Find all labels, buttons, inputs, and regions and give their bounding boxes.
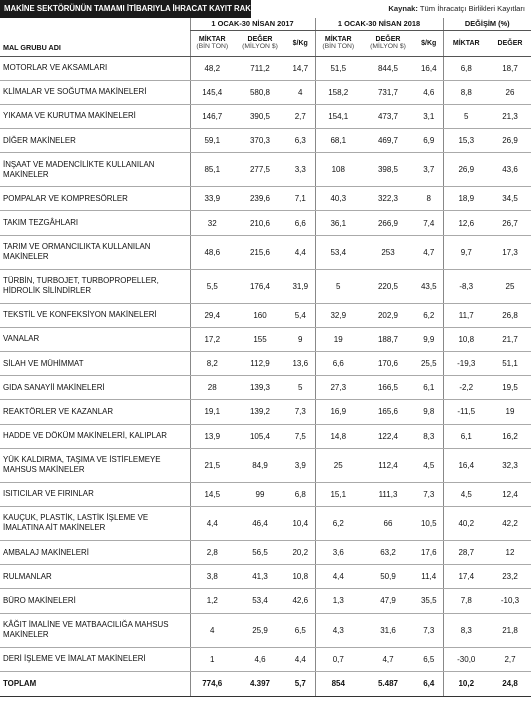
cell-d18: 322,3 bbox=[361, 187, 415, 211]
cell-cd: 19,5 bbox=[489, 376, 531, 400]
cell-m17: 8,2 bbox=[190, 352, 234, 376]
table-row bbox=[0, 424, 531, 448]
cell-d18: 170,6 bbox=[361, 352, 415, 376]
cell-d17: 277,5 bbox=[234, 153, 286, 187]
table-row bbox=[0, 80, 531, 104]
table-row bbox=[0, 235, 531, 269]
total-d17: 4.397 bbox=[234, 671, 286, 696]
col-deger-2018: DEĞER (MİLYON $) bbox=[361, 30, 415, 56]
cell-m18: 1,3 bbox=[315, 589, 361, 613]
cell-m17: 85,1 bbox=[190, 153, 234, 187]
cell-d18: 469,7 bbox=[361, 129, 415, 153]
cell-m18: 154,1 bbox=[315, 104, 361, 128]
cell-d18: 473,7 bbox=[361, 104, 415, 128]
cell-k17: 6,6 bbox=[286, 211, 315, 235]
table-row bbox=[0, 540, 531, 564]
cell-k17: 6,8 bbox=[286, 482, 315, 506]
cell-k18: 8 bbox=[415, 187, 443, 211]
cell-cd: 26,7 bbox=[489, 211, 531, 235]
cell-m18: 51,5 bbox=[315, 56, 361, 80]
cell-d17: 176,4 bbox=[234, 269, 286, 303]
cell-cd: -10,3 bbox=[489, 589, 531, 613]
cell-cm: -30,0 bbox=[443, 647, 489, 671]
row-group-name: KLİMALAR VE SOĞUTMA MAKİNELERİ bbox=[0, 80, 190, 104]
total-k18: 6,4 bbox=[415, 671, 443, 696]
cell-cd: 21,8 bbox=[489, 613, 531, 647]
cell-m18: 53,4 bbox=[315, 235, 361, 269]
total-m17: 774,6 bbox=[190, 671, 234, 696]
total-row bbox=[0, 671, 531, 696]
cell-k18: 7,3 bbox=[415, 482, 443, 506]
cell-k18: 16,4 bbox=[415, 56, 443, 80]
period-2017: 1 OCAK-30 NİSAN 2017 bbox=[190, 18, 315, 30]
cell-k17: 5 bbox=[286, 376, 315, 400]
cell-k18: 43,5 bbox=[415, 269, 443, 303]
cell-k18: 9,8 bbox=[415, 400, 443, 424]
cell-k17: 9 bbox=[286, 327, 315, 351]
cell-k18: 6,9 bbox=[415, 129, 443, 153]
cell-k17: 10,8 bbox=[286, 565, 315, 589]
total-m18: 854 bbox=[315, 671, 361, 696]
col-miktar-2018: MİKTAR (BİN TON) bbox=[315, 30, 361, 56]
cell-k17: 10,4 bbox=[286, 506, 315, 540]
cell-cm: 40,2 bbox=[443, 506, 489, 540]
cell-m17: 145,4 bbox=[190, 80, 234, 104]
cell-m17: 14,5 bbox=[190, 482, 234, 506]
cell-d17: 41,3 bbox=[234, 565, 286, 589]
cell-k18: 6,2 bbox=[415, 303, 443, 327]
table-body bbox=[0, 56, 531, 696]
cell-m18: 68,1 bbox=[315, 129, 361, 153]
row-group-name: YÜK KALDIRMA, TAŞIMA VE İSTİFLEMEYE MAHSUS MAKİNELER bbox=[0, 448, 190, 482]
cell-d18: 253 bbox=[361, 235, 415, 269]
cell-d18: 166,5 bbox=[361, 376, 415, 400]
row-group-name: TARIM VE ORMANCILIKTA KULLANILAN MAKİNELER bbox=[0, 235, 190, 269]
cell-k17: 7,1 bbox=[286, 187, 315, 211]
cell-cd: 19 bbox=[489, 400, 531, 424]
cell-m17: 59,1 bbox=[190, 129, 234, 153]
col-group-name: MAL GRUBU ADI bbox=[0, 30, 190, 56]
cell-k17: 42,6 bbox=[286, 589, 315, 613]
title-bar bbox=[0, 0, 531, 18]
cell-d18: 112,4 bbox=[361, 448, 415, 482]
cell-d18: 31,6 bbox=[361, 613, 415, 647]
row-group-name: TEKSTİL VE KONFEKSİYON MAKİNELERİ bbox=[0, 303, 190, 327]
col-deger-2017: DEĞER (MİLYON $) bbox=[234, 30, 286, 56]
table-row bbox=[0, 56, 531, 80]
cell-cm: 15,3 bbox=[443, 129, 489, 153]
table-row bbox=[0, 482, 531, 506]
cell-d18: 63,2 bbox=[361, 540, 415, 564]
cell-cm: 6,1 bbox=[443, 424, 489, 448]
total-d18: 5.487 bbox=[361, 671, 415, 696]
cell-m18: 40,3 bbox=[315, 187, 361, 211]
cell-d17: 370,3 bbox=[234, 129, 286, 153]
cell-m17: 3,8 bbox=[190, 565, 234, 589]
cell-m18: 108 bbox=[315, 153, 361, 187]
source-note bbox=[388, 0, 525, 18]
row-group-name: ISITICILAR VE FIRINLAR bbox=[0, 482, 190, 506]
cell-d17: 210,6 bbox=[234, 211, 286, 235]
row-group-name: KÂĞIT İMALİNE VE MATBAACILIĞA MAHSUS MAKİNELER bbox=[0, 613, 190, 647]
cell-k18: 4,7 bbox=[415, 235, 443, 269]
row-group-name: MOTORLAR VE AKSAMLARI bbox=[0, 56, 190, 80]
table-row bbox=[0, 104, 531, 128]
cell-k18: 6,1 bbox=[415, 376, 443, 400]
cell-cm: 8,8 bbox=[443, 80, 489, 104]
cell-m17: 19,1 bbox=[190, 400, 234, 424]
cell-m17: 48,6 bbox=[190, 235, 234, 269]
cell-k17: 14,7 bbox=[286, 56, 315, 80]
cell-cd: 23,2 bbox=[489, 565, 531, 589]
cell-m18: 14,8 bbox=[315, 424, 361, 448]
row-group-name: POMPALAR VE KOMPRESÖRLER bbox=[0, 187, 190, 211]
cell-cd: 26 bbox=[489, 80, 531, 104]
cell-k17: 4 bbox=[286, 80, 315, 104]
cell-cd: 51,1 bbox=[489, 352, 531, 376]
cell-d17: 53,4 bbox=[234, 589, 286, 613]
table-row bbox=[0, 448, 531, 482]
cell-m18: 0,7 bbox=[315, 647, 361, 671]
cell-k17: 20,2 bbox=[286, 540, 315, 564]
total-cm: 10,2 bbox=[443, 671, 489, 696]
row-group-name: BÜRO MAKİNELERİ bbox=[0, 589, 190, 613]
row-group-name: RULMANLAR bbox=[0, 565, 190, 589]
cell-d17: 56,5 bbox=[234, 540, 286, 564]
cell-m18: 6,6 bbox=[315, 352, 361, 376]
cell-cm: -2,2 bbox=[443, 376, 489, 400]
cell-cd: 26,9 bbox=[489, 129, 531, 153]
cell-d18: 111,3 bbox=[361, 482, 415, 506]
cell-k18: 25,5 bbox=[415, 352, 443, 376]
cell-cm: -8,3 bbox=[443, 269, 489, 303]
cell-k17: 6,3 bbox=[286, 129, 315, 153]
cell-d18: 731,7 bbox=[361, 80, 415, 104]
cell-cm: 18,9 bbox=[443, 187, 489, 211]
cell-m17: 17,2 bbox=[190, 327, 234, 351]
total-cd: 24,8 bbox=[489, 671, 531, 696]
row-group-name: DERİ İŞLEME VE İMALAT MAKİNELERİ bbox=[0, 647, 190, 671]
cell-d18: 202,9 bbox=[361, 303, 415, 327]
table-row bbox=[0, 327, 531, 351]
cell-d17: 580,8 bbox=[234, 80, 286, 104]
row-group-name: YIKAMA VE KURUTMA MAKİNELERİ bbox=[0, 104, 190, 128]
cell-k17: 2,7 bbox=[286, 104, 315, 128]
row-group-name: SİLAH VE MÜHİMMAT bbox=[0, 352, 190, 376]
cell-k17: 7,3 bbox=[286, 400, 315, 424]
cell-k17: 3,9 bbox=[286, 448, 315, 482]
cell-k17: 4,4 bbox=[286, 647, 315, 671]
cell-m18: 25 bbox=[315, 448, 361, 482]
cell-m18: 36,1 bbox=[315, 211, 361, 235]
source-value: Tüm İhracatçı Birlikleri Kayıtları bbox=[419, 4, 525, 13]
cell-k18: 17,6 bbox=[415, 540, 443, 564]
cell-m18: 16,9 bbox=[315, 400, 361, 424]
period-2018: 1 OCAK-30 NİSAN 2018 bbox=[315, 18, 443, 30]
row-group-name: TAKIM TEZGÂHLARI bbox=[0, 211, 190, 235]
table-row bbox=[0, 187, 531, 211]
total-k17: 5,7 bbox=[286, 671, 315, 696]
cell-cm: 12,6 bbox=[443, 211, 489, 235]
cell-k17: 4,4 bbox=[286, 235, 315, 269]
cell-d18: 266,9 bbox=[361, 211, 415, 235]
cell-k18: 6,5 bbox=[415, 647, 443, 671]
cell-d18: 50,9 bbox=[361, 565, 415, 589]
cell-cd: 25 bbox=[489, 269, 531, 303]
cell-cm: 5 bbox=[443, 104, 489, 128]
cell-m18: 158,2 bbox=[315, 80, 361, 104]
row-group-name: TÜRBİN, TURBOJET, TURBOPROPELLER, HİDROLİK SİLİNDİRLER bbox=[0, 269, 190, 303]
table-row bbox=[0, 269, 531, 303]
cell-k18: 10,5 bbox=[415, 506, 443, 540]
period-change: DEĞİŞİM (%) bbox=[443, 18, 531, 30]
cell-k18: 35,5 bbox=[415, 589, 443, 613]
cell-m17: 28 bbox=[190, 376, 234, 400]
cell-cd: 18,7 bbox=[489, 56, 531, 80]
cell-cd: 21,7 bbox=[489, 327, 531, 351]
export-table bbox=[0, 18, 531, 697]
cell-m17: 32 bbox=[190, 211, 234, 235]
row-group-name: AMBALAJ MAKİNELERİ bbox=[0, 540, 190, 564]
row-group-name: KAUÇUK, PLASTİK, LASTİK İŞLEME VE İMALATINA AİT MAKİNELER bbox=[0, 506, 190, 540]
cell-cm: 4,5 bbox=[443, 482, 489, 506]
cell-cm: 11,7 bbox=[443, 303, 489, 327]
cell-m18: 19 bbox=[315, 327, 361, 351]
row-group-name: VANALAR bbox=[0, 327, 190, 351]
cell-d18: 122,4 bbox=[361, 424, 415, 448]
cell-d17: 139,2 bbox=[234, 400, 286, 424]
cell-d17: 215,6 bbox=[234, 235, 286, 269]
col-change-miktar: MİKTAR bbox=[443, 30, 489, 56]
cell-k17: 7,5 bbox=[286, 424, 315, 448]
cell-d18: 66 bbox=[361, 506, 415, 540]
table-row bbox=[0, 211, 531, 235]
row-group-name: GIDA SANAYİİ MAKİNELERİ bbox=[0, 376, 190, 400]
cell-d18: 398,5 bbox=[361, 153, 415, 187]
cell-d17: 112,9 bbox=[234, 352, 286, 376]
row-group-name: HADDE VE DÖKÜM MAKİNELERİ, KALIPLAR bbox=[0, 424, 190, 448]
cell-d17: 239,6 bbox=[234, 187, 286, 211]
cell-cd: 42,2 bbox=[489, 506, 531, 540]
cell-k18: 8,3 bbox=[415, 424, 443, 448]
cell-m17: 146,7 bbox=[190, 104, 234, 128]
cell-cd: 16,2 bbox=[489, 424, 531, 448]
table-row bbox=[0, 352, 531, 376]
table-title: MAKİNE SEKTÖRÜNÜN TAMAMI İTİBARIYLA İHRACAT KAYIT RAKAMLARI bbox=[0, 0, 251, 18]
cell-m17: 21,5 bbox=[190, 448, 234, 482]
cell-cm: 28,7 bbox=[443, 540, 489, 564]
cell-m17: 4,4 bbox=[190, 506, 234, 540]
cell-d17: 155 bbox=[234, 327, 286, 351]
table-row bbox=[0, 303, 531, 327]
table-row bbox=[0, 565, 531, 589]
cell-d18: 844,5 bbox=[361, 56, 415, 80]
table-row bbox=[0, 376, 531, 400]
period-header-row bbox=[0, 18, 531, 30]
col-miktar-2017: MİKTAR (BİN TON) bbox=[190, 30, 234, 56]
cell-k18: 3,7 bbox=[415, 153, 443, 187]
cell-cm: 26,9 bbox=[443, 153, 489, 187]
column-header-row bbox=[0, 30, 531, 56]
cell-cm: -19,3 bbox=[443, 352, 489, 376]
cell-m18: 5 bbox=[315, 269, 361, 303]
cell-cm: 6,8 bbox=[443, 56, 489, 80]
cell-k18: 7,4 bbox=[415, 211, 443, 235]
cell-k18: 7,3 bbox=[415, 613, 443, 647]
col-perkg-2017: $/Kg bbox=[286, 30, 315, 56]
cell-m18: 27,3 bbox=[315, 376, 361, 400]
cell-k18: 11,4 bbox=[415, 565, 443, 589]
cell-cd: 21,3 bbox=[489, 104, 531, 128]
cell-m18: 4,4 bbox=[315, 565, 361, 589]
cell-d18: 220,5 bbox=[361, 269, 415, 303]
table-row bbox=[0, 400, 531, 424]
cell-k18: 9,9 bbox=[415, 327, 443, 351]
table-row bbox=[0, 647, 531, 671]
cell-cd: 34,5 bbox=[489, 187, 531, 211]
table-row bbox=[0, 129, 531, 153]
row-group-name: REAKTÖRLER VE KAZANLAR bbox=[0, 400, 190, 424]
table-row bbox=[0, 506, 531, 540]
cell-cd: 43,6 bbox=[489, 153, 531, 187]
cell-d17: 84,9 bbox=[234, 448, 286, 482]
cell-k18: 3,1 bbox=[415, 104, 443, 128]
cell-d17: 160 bbox=[234, 303, 286, 327]
cell-k17: 5,4 bbox=[286, 303, 315, 327]
cell-d18: 4,7 bbox=[361, 647, 415, 671]
cell-m17: 1 bbox=[190, 647, 234, 671]
cell-d17: 46,4 bbox=[234, 506, 286, 540]
col-change-deger: DEĞER bbox=[489, 30, 531, 56]
cell-k17: 6,5 bbox=[286, 613, 315, 647]
cell-d17: 4,6 bbox=[234, 647, 286, 671]
cell-m18: 3,6 bbox=[315, 540, 361, 564]
cell-d17: 25,9 bbox=[234, 613, 286, 647]
cell-k17: 31,9 bbox=[286, 269, 315, 303]
cell-cd: 12,4 bbox=[489, 482, 531, 506]
cell-m17: 4 bbox=[190, 613, 234, 647]
cell-d17: 390,5 bbox=[234, 104, 286, 128]
cell-cd: 12 bbox=[489, 540, 531, 564]
source-label: Kaynak: bbox=[388, 4, 418, 13]
cell-d17: 711,2 bbox=[234, 56, 286, 80]
cell-cd: 32,3 bbox=[489, 448, 531, 482]
cell-m17: 1,2 bbox=[190, 589, 234, 613]
row-group-name: DİĞER MAKİNELER bbox=[0, 129, 190, 153]
col-perkg-2018: $/Kg bbox=[415, 30, 443, 56]
cell-cd: 26,8 bbox=[489, 303, 531, 327]
cell-cm: 17,4 bbox=[443, 565, 489, 589]
cell-d17: 99 bbox=[234, 482, 286, 506]
cell-cd: 2,7 bbox=[489, 647, 531, 671]
cell-cm: 7,8 bbox=[443, 589, 489, 613]
cell-m18: 32,9 bbox=[315, 303, 361, 327]
cell-k17: 3,3 bbox=[286, 153, 315, 187]
cell-cd: 17,3 bbox=[489, 235, 531, 269]
cell-d18: 188,7 bbox=[361, 327, 415, 351]
cell-cm: 9,7 bbox=[443, 235, 489, 269]
cell-k17: 13,6 bbox=[286, 352, 315, 376]
total-label: TOPLAM bbox=[0, 671, 190, 696]
row-group-name: İNŞAAT VE MADENCİLİKTE KULLANILAN MAKİNELER bbox=[0, 153, 190, 187]
cell-cm: 16,4 bbox=[443, 448, 489, 482]
cell-d17: 105,4 bbox=[234, 424, 286, 448]
cell-cm: 10,8 bbox=[443, 327, 489, 351]
cell-k18: 4,6 bbox=[415, 80, 443, 104]
cell-m17: 13,9 bbox=[190, 424, 234, 448]
cell-m18: 4,3 bbox=[315, 613, 361, 647]
cell-m18: 6,2 bbox=[315, 506, 361, 540]
table-row bbox=[0, 153, 531, 187]
cell-cm: 8,3 bbox=[443, 613, 489, 647]
table-row bbox=[0, 589, 531, 613]
cell-d18: 47,9 bbox=[361, 589, 415, 613]
table-row bbox=[0, 613, 531, 647]
cell-m17: 33,9 bbox=[190, 187, 234, 211]
cell-d17: 139,3 bbox=[234, 376, 286, 400]
cell-k18: 4,5 bbox=[415, 448, 443, 482]
cell-m17: 2,8 bbox=[190, 540, 234, 564]
cell-d18: 165,6 bbox=[361, 400, 415, 424]
cell-m18: 15,1 bbox=[315, 482, 361, 506]
cell-cm: -11,5 bbox=[443, 400, 489, 424]
cell-m17: 48,2 bbox=[190, 56, 234, 80]
cell-m17: 29,4 bbox=[190, 303, 234, 327]
cell-m17: 5,5 bbox=[190, 269, 234, 303]
